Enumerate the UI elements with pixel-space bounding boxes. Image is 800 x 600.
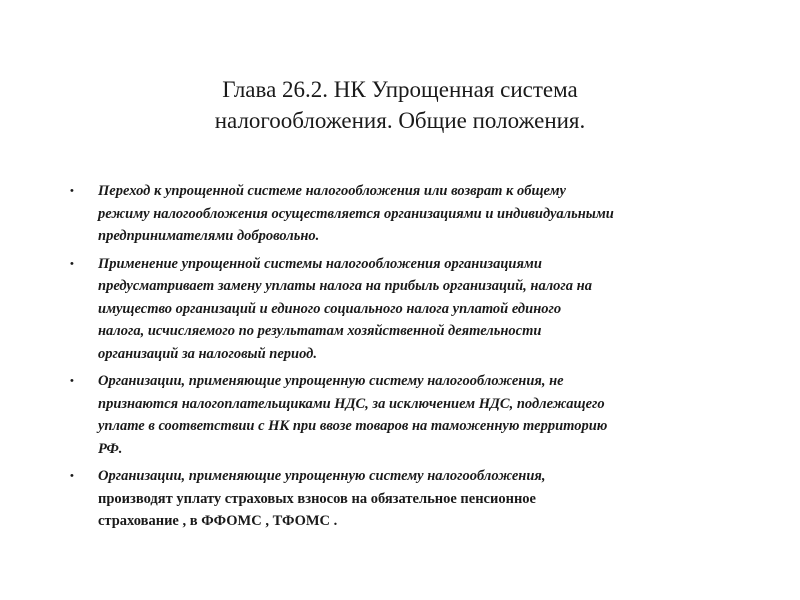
bullet-2-line-4: налога, исчисляемого по результатам хозяйственной деятельности — [98, 323, 542, 339]
slide-title — [80, 74, 720, 136]
slide-title-line-2: налогообложения. Общие положения. — [214, 108, 586, 133]
bullet-4-line-2: производят уплату страховых взносов на обязательное пенсионное — [98, 490, 536, 507]
bullet-item-1 — [70, 180, 730, 248]
bullet-2-line-5: организаций за налоговый период. — [98, 345, 317, 362]
bullet-3-line-1: Организации, применяющие упрощенную систему налогообложения, не — [98, 373, 564, 389]
bullet-4-line-1: Организации, применяющие упрощенную систему налогообложения, — [98, 468, 546, 484]
bullet-list — [70, 180, 730, 533]
bullet-3-line-4: РФ. — [98, 440, 123, 457]
bullet-item-3 — [70, 370, 730, 460]
bullet-dot-icon: • — [70, 470, 74, 482]
bullet-3-line-2: признаются налогоплательщиками НДС, за исключением НДС, подлежащего — [98, 395, 605, 412]
bullet-dot-icon: • — [70, 375, 74, 387]
bullet-dot-icon: • — [70, 185, 74, 197]
bullet-2-line-1: Применение упрощенной системы налогообложения организациями — [98, 255, 542, 272]
bullet-item-4 — [70, 465, 730, 533]
bullet-item-2 — [70, 253, 730, 366]
bullet-1-line-2: режиму налогообложения осуществляется организациями и индивидуальными — [98, 205, 614, 222]
bullet-3-line-3: уплате в соответствии с НК при ввозе товаров на таможенную территорию — [98, 418, 608, 434]
slide-title-line-1: Глава 26.2. НК Упрощенная система — [222, 77, 578, 102]
bullet-2-line-2: предусматривает замену уплаты налога на прибыль организаций, налога на — [98, 278, 592, 294]
bullet-2-line-3: имущество организаций и единого социального налога уплатой единого — [98, 300, 562, 317]
bullet-1-line-3: предпринимателями добровольно. — [98, 228, 320, 244]
bullet-4-line-3: страхование , в ФФОМС , ТФОМС . — [98, 513, 338, 529]
bullet-dot-icon: • — [70, 257, 74, 270]
bullet-1-line-1: Переход к упрощенной системе налогообложения или возврат к общему — [98, 183, 566, 199]
